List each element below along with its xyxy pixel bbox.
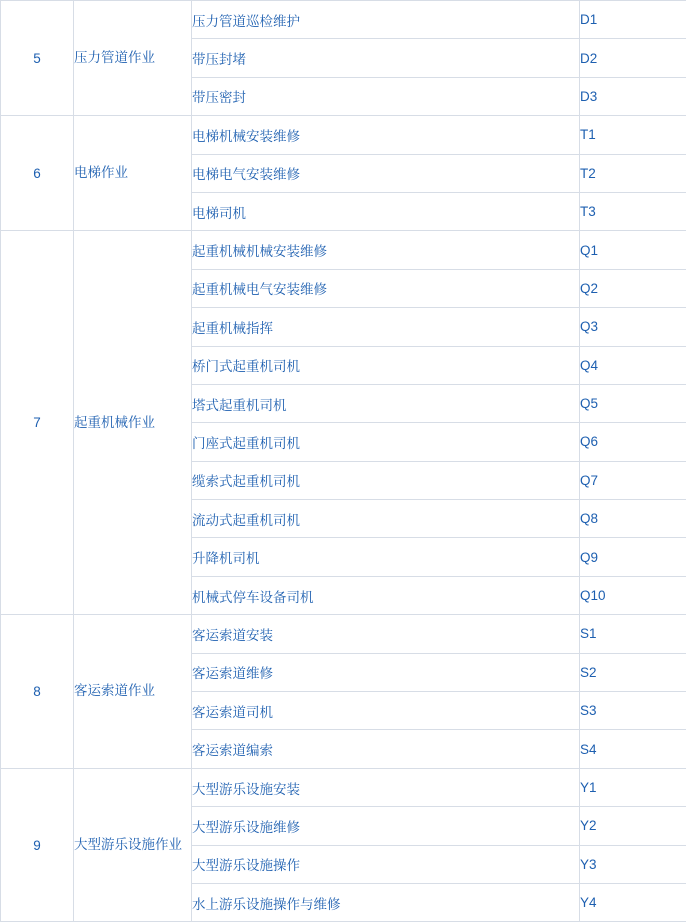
item-code: Y1 bbox=[580, 768, 686, 806]
item-code: S4 bbox=[580, 730, 686, 768]
group-number: 6 bbox=[1, 116, 74, 231]
item-code: Q9 bbox=[580, 538, 686, 576]
item-name: 门座式起重机司机 bbox=[192, 423, 580, 461]
item-name: 客运索道编索 bbox=[192, 730, 580, 768]
item-code: T1 bbox=[580, 116, 686, 154]
item-name: 压力管道巡检维护 bbox=[192, 1, 580, 39]
group-number: 5 bbox=[1, 1, 74, 116]
item-code: S3 bbox=[580, 692, 686, 730]
item-code: D3 bbox=[580, 77, 686, 115]
table-row bbox=[1, 615, 686, 653]
item-code: Q7 bbox=[580, 461, 686, 499]
table-row bbox=[1, 116, 686, 154]
item-name: 机械式停车设备司机 bbox=[192, 576, 580, 614]
item-name: 带压封堵 bbox=[192, 39, 580, 77]
item-name: 大型游乐设施操作 bbox=[192, 845, 580, 883]
item-code: S1 bbox=[580, 615, 686, 653]
item-name: 水上游乐设施操作与维修 bbox=[192, 883, 580, 921]
item-name: 起重机械指挥 bbox=[192, 308, 580, 346]
item-name: 电梯电气安装维修 bbox=[192, 154, 580, 192]
item-code: Y4 bbox=[580, 883, 686, 921]
item-code: Y2 bbox=[580, 807, 686, 845]
item-name: 电梯司机 bbox=[192, 192, 580, 230]
item-name: 大型游乐设施维修 bbox=[192, 807, 580, 845]
item-name: 流动式起重机司机 bbox=[192, 500, 580, 538]
item-name: 起重机械机械安装维修 bbox=[192, 231, 580, 269]
item-code: T2 bbox=[580, 154, 686, 192]
item-name: 客运索道维修 bbox=[192, 653, 580, 691]
table-row bbox=[1, 768, 686, 806]
item-name: 客运索道司机 bbox=[192, 692, 580, 730]
item-name: 起重机械电气安装维修 bbox=[192, 269, 580, 307]
item-code: S2 bbox=[580, 653, 686, 691]
item-code: Q10 bbox=[580, 576, 686, 614]
group-number: 9 bbox=[1, 768, 74, 922]
item-code: Q8 bbox=[580, 500, 686, 538]
item-code: T3 bbox=[580, 192, 686, 230]
group-category: 客运索道作业 bbox=[74, 615, 192, 769]
item-code: Q3 bbox=[580, 308, 686, 346]
item-name: 桥门式起重机司机 bbox=[192, 346, 580, 384]
item-code: Q4 bbox=[580, 346, 686, 384]
group-category: 压力管道作业 bbox=[74, 1, 192, 116]
group-number: 8 bbox=[1, 615, 74, 769]
item-code: Y3 bbox=[580, 845, 686, 883]
item-name: 带压密封 bbox=[192, 77, 580, 115]
table-row bbox=[1, 231, 686, 269]
item-code: Q1 bbox=[580, 231, 686, 269]
table-body bbox=[1, 1, 686, 922]
group-category: 大型游乐设施作业 bbox=[74, 768, 192, 922]
item-name: 升降机司机 bbox=[192, 538, 580, 576]
item-name: 塔式起重机司机 bbox=[192, 384, 580, 422]
item-code: Q5 bbox=[580, 384, 686, 422]
group-category: 电梯作业 bbox=[74, 116, 192, 231]
item-code: D1 bbox=[580, 1, 686, 39]
item-name: 客运索道安装 bbox=[192, 615, 580, 653]
group-category: 起重机械作业 bbox=[74, 231, 192, 615]
item-name: 缆索式起重机司机 bbox=[192, 461, 580, 499]
item-code: Q6 bbox=[580, 423, 686, 461]
item-name: 大型游乐设施安装 bbox=[192, 768, 580, 806]
item-code: Q2 bbox=[580, 269, 686, 307]
item-name: 电梯机械安装维修 bbox=[192, 116, 580, 154]
group-number: 7 bbox=[1, 231, 74, 615]
item-code: D2 bbox=[580, 39, 686, 77]
table-row bbox=[1, 1, 686, 39]
